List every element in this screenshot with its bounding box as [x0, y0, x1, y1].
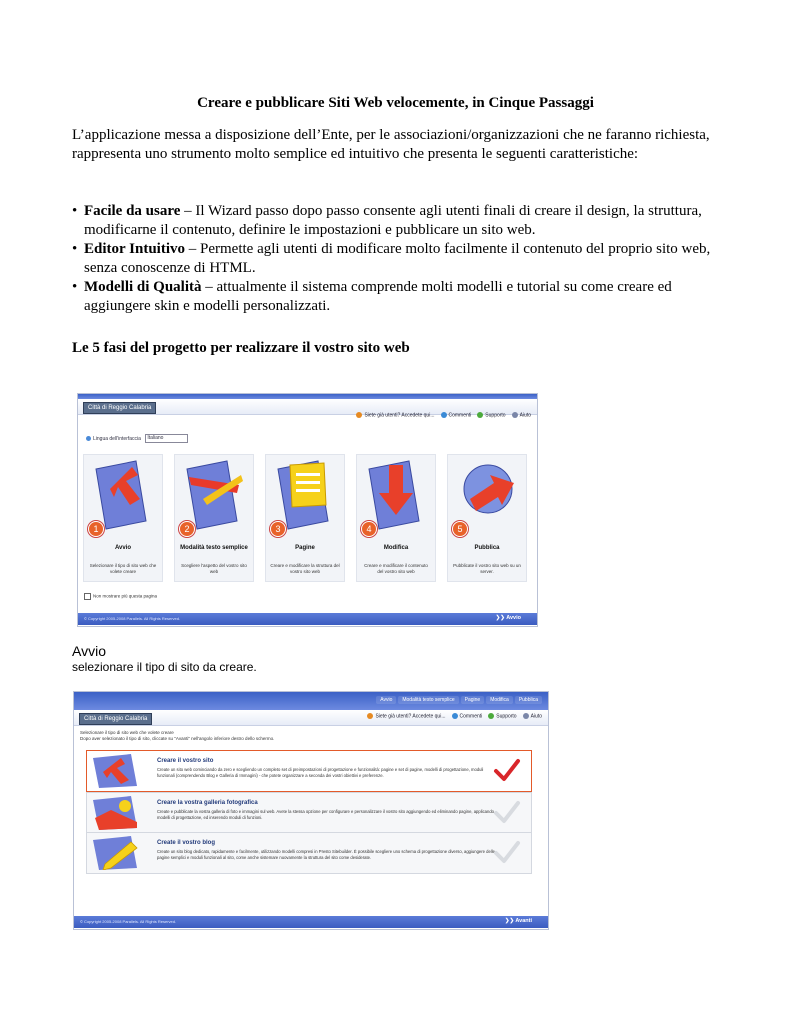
login-link[interactable]: Siete già utenti? Accedete qui...: [356, 412, 434, 418]
language-label: Lingua dell'interfaccia: [93, 435, 141, 442]
feature-term: Facile da usare: [84, 203, 181, 219]
intro-paragraph: L’applicazione messa a disposizione dell’Ente, per le associazioni/organizzazioni che ne faranno richiesta, rappresenta uno strumento molto semplice ed intuitivo che presenta le seguenti caratteristiche:: [72, 127, 710, 162]
step-description: Creare e modificare il contenuto del vostro sito web: [364, 563, 428, 574]
support-link[interactable]: Supporto: [488, 713, 516, 719]
feature-text: – attualmente il sistema comprende molti modelli e tutorial su come creare ed aggiungere skin e modelli personalizzati.: [84, 279, 672, 314]
support-icon: [477, 412, 483, 418]
feature-item: [72, 202, 722, 240]
help-icon: [512, 412, 518, 418]
step-description: Scegliere l'aspetto del vostro sito web: [181, 563, 247, 574]
help-link[interactable]: Aiuto: [523, 713, 542, 719]
globe-icon: [86, 436, 91, 441]
tab-pubblica[interactable]: Pubblica: [515, 696, 542, 704]
blog-pencil-icon: [91, 836, 147, 870]
help-link[interactable]: Aiuto: [512, 412, 531, 418]
document-title: Creare e pubblicare Siti Web velocemente, in Cinque Passaggi: [197, 95, 594, 111]
login-link[interactable]: Siete già utenti? Accedete qui...: [367, 713, 445, 719]
step-number: 1: [88, 521, 104, 537]
top-toolbar: [367, 713, 542, 719]
tab-testo-semplice[interactable]: Modalità testo semplice: [398, 696, 458, 704]
step-description: Creare e modificare la struttura del vostro sito web: [270, 563, 340, 574]
dont-show-label: Non mostrare più questa pagina: [93, 593, 158, 599]
wizard-footer: [78, 613, 537, 625]
chevron-right-icon: ❯❯: [504, 918, 516, 924]
copyright-text: © Copyright 2005-2008 Parallels. All Rights Reserved.: [84, 616, 181, 621]
dont-show-checkbox[interactable]: [84, 593, 91, 600]
gallery-icon: [91, 796, 147, 830]
step-name: Pagine: [295, 545, 315, 551]
chevron-right-icon: ❯❯: [495, 615, 507, 621]
step-description: Pubblicate il vostro sito web su un server.: [453, 563, 521, 574]
step-number: 2: [179, 521, 195, 537]
avvio-screenshot: [73, 691, 549, 930]
avvio-text: selezionare il tipo di sito da creare.: [72, 660, 257, 674]
step-description: Selezionare il tipo di sito web che volete creare: [89, 563, 157, 574]
step-name: Modifica: [383, 545, 409, 551]
option-description: Create un sito blog dedicato, rapidamente e facilmente, utilizzando modelli compresi in Presto Sitebuilder. È possibile scegliere uno schema di progettazione diverso, aggiungere delle pagine semplici e moduli funzionali al sito, come anche sistemare nuovamente la struttura del sito come desiderate.: [157, 849, 495, 860]
next-button[interactable]: ❯❯ Avanti: [504, 918, 532, 924]
city-logo: Città di Reggio Calabria: [79, 713, 152, 725]
comment-icon: [452, 713, 458, 719]
checkmark-icon: [493, 757, 521, 785]
language-row: [86, 434, 188, 443]
tab-modifica[interactable]: Modifica: [486, 696, 513, 704]
option-photo-gallery[interactable]: [86, 792, 532, 834]
option-create-site[interactable]: [86, 750, 532, 792]
top-toolbar: [356, 412, 531, 418]
step-card[interactable]: [83, 454, 163, 582]
help-icon: [523, 713, 529, 719]
step-name: Pubblica: [474, 545, 500, 551]
checkmark-icon: [493, 799, 521, 827]
step-card[interactable]: [265, 454, 345, 582]
feature-text: – Permette agli utenti di modificare molto facilmente il contenuto del proprio sito web, senza conoscenze di HTML.: [84, 241, 711, 276]
option-description: Create e pubblicate la vostra galleria di foto e immagini sul web. Avete la stessa opzione per configurare e personalizzare il vostro sito aggiungendo ed eliminando pagine, applicando modelli di progettazione, ed inserendo moduli di funzioni.: [157, 809, 494, 820]
site-arrow-icon: [91, 754, 147, 788]
option-title: Create il vostro blog: [157, 840, 216, 846]
checkmark-icon: [493, 839, 521, 867]
tab-pagine[interactable]: Pagine: [461, 696, 485, 704]
support-icon: [488, 713, 494, 719]
publish-arrow-icon: [456, 459, 518, 531]
step-number: 4: [361, 521, 377, 537]
city-logo: Città di Reggio Calabria: [83, 402, 156, 414]
tab-avvio[interactable]: Avvio: [376, 696, 396, 704]
feature-list: [72, 202, 722, 316]
feature-item: [72, 278, 722, 316]
wizard-footer: [74, 916, 548, 928]
step-number: 3: [270, 521, 286, 537]
section-heading: Le 5 fasi del progetto per realizzare il vostro sito web: [72, 340, 410, 356]
step-name: Modalità testo semplice: [180, 545, 248, 551]
option-description: Create un sito web cominciando da zero e scegliendo un completo set di preimpostazioni di progettazione e funzionalità: pagine e set di pagine, modelli di progettazione, moduli funzionali (comprendendo Blog e Galleria di Immagini) - che potete organizzare a seconda dei vostri obiettivi e preferenze.: [157, 767, 484, 778]
feature-text: – Il Wizard passo dopo passo consente agli utenti finali di creare il design, la struttura, modificarne il contenuto, definire le impostazioni e pubblicare un sito web.: [84, 203, 702, 238]
pages-icon: [274, 459, 336, 531]
start-button[interactable]: ❯❯ Avvio: [495, 615, 521, 621]
step-card[interactable]: [174, 454, 254, 582]
edit-arrow-icon: [365, 459, 427, 531]
option-blog[interactable]: [86, 832, 532, 874]
step-card[interactable]: [356, 454, 436, 582]
wizard-screenshot: [77, 393, 538, 627]
feature-term: Editor Intuitivo: [84, 241, 185, 257]
document-arrow-icon: [92, 459, 154, 531]
avvio-heading: Avvio: [72, 643, 106, 659]
user-icon: [367, 713, 373, 719]
comments-link[interactable]: Commenti: [452, 713, 483, 719]
option-title: Creare la vostra galleria fotografica: [157, 800, 258, 806]
support-link[interactable]: Supporto: [477, 412, 505, 418]
feature-term: Modelli di Qualità: [84, 279, 202, 295]
feature-item: [72, 240, 722, 278]
option-title: Creare il vostro sito: [157, 758, 214, 764]
step-name: Avvio: [114, 545, 132, 551]
wizard-nav-tabs: [376, 696, 542, 704]
step-number: 5: [452, 521, 468, 537]
comments-link[interactable]: Commenti: [441, 412, 472, 418]
copyright-text: © Copyright 2005-2008 Parallels. All Rights Reserved.: [80, 919, 177, 924]
language-select[interactable]: Italiano: [145, 434, 188, 443]
instructions-text: Selezionare il tipo di sito web che volete creare Dopo aver selezionato il tipo di sito, cliccate su "Avanti" nell'angolo inferiore destro dello schermo.: [80, 730, 275, 741]
design-brush-icon: [183, 459, 245, 531]
step-card[interactable]: [447, 454, 527, 582]
comment-icon: [441, 412, 447, 418]
user-icon: [356, 412, 362, 418]
dont-show-row: [84, 593, 157, 600]
